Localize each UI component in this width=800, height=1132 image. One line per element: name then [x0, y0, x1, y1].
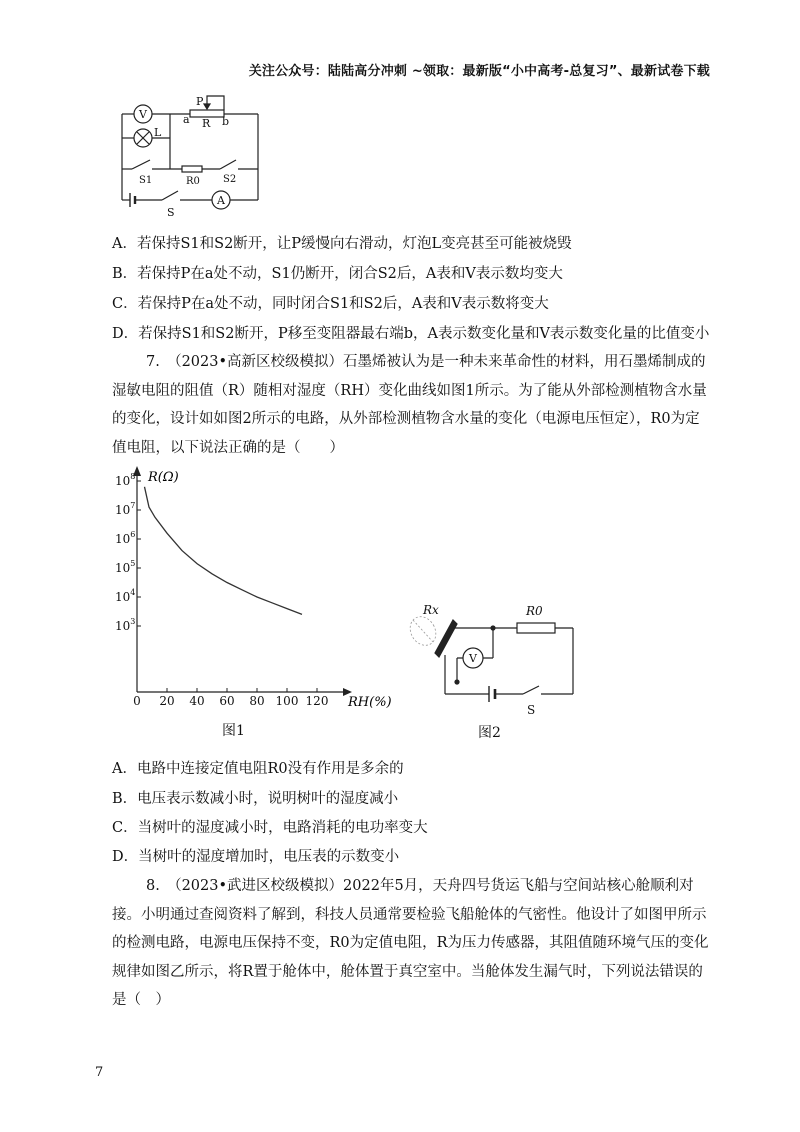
- switch-s-label: S: [167, 206, 175, 219]
- q6-option-d: D．若保持S1和S2断开，P移至变阻器最右端b，A表示数变化量和V表示数变化量的比值变小: [112, 326, 710, 342]
- rheostat-label: R: [202, 117, 211, 130]
- q8-stem: 8. （2023•武进区校级模拟）2022年5月，天舟四号货运飞船与空间站核心舱顺利对接。小明通过查阅资料了解到，科技人员通常要检验飞船舱体的气密性。他设计了如图甲所示的检测电路，电源电压保持不变，R0为定值电阻，R为压力传感器，其阻值随环境气压的变化规律如图乙所示，将R置于舱体中，舱体置于真空室中。当舱体发生漏气时，下列说法错误的是（ ）: [112, 878, 709, 1008]
- q7-option-c: C．当树叶的湿度减小时，电路消耗的电功率变大: [112, 820, 428, 836]
- ammeter-label: A: [217, 194, 225, 207]
- x-tick-label: 40: [189, 694, 205, 708]
- switch-s1-label: S1: [139, 175, 153, 186]
- slider-label: P: [196, 95, 204, 108]
- page-header: 关注公众号：陆陆高分冲刺 ~领取：最新版“小中高考-总复习”、最新试卷下载: [248, 64, 710, 79]
- page-number: 7: [95, 1065, 104, 1080]
- q6-option-b: B．若保持P在a处不动，S1仍断开，闭合S2后，A表和V表示数均变大: [112, 266, 563, 282]
- r0-label: R0: [186, 176, 200, 187]
- figure2-circuit: [405, 598, 585, 720]
- r0-resistor: [517, 623, 555, 633]
- x-tick-label: 80: [249, 694, 265, 708]
- q6-option-c: C．若保持P在a处不动，同时闭合S1和S2后，A表和V表示数将变大: [112, 296, 549, 312]
- r0-label: R0: [526, 604, 543, 618]
- q7-option-a: A．电路中连接定值电阻R0没有作用是多余的: [112, 761, 404, 777]
- switch-label: S: [527, 703, 536, 717]
- switch-s2-label: S2: [223, 174, 237, 185]
- q7-option-d: D．当树叶的湿度增加时，电压表的示数变小: [112, 849, 400, 865]
- x-tick-label: 60: [219, 694, 235, 708]
- y-axis-label: R(Ω): [148, 470, 179, 485]
- x-tick-label: 0: [133, 694, 141, 708]
- y-tick-label: $10^6$: [115, 530, 136, 546]
- x-axis-label: RH(%): [348, 695, 392, 710]
- rx-sensor: [435, 620, 457, 657]
- x-tick-label: 120: [305, 694, 329, 708]
- q7-stem: 7. （2023•高新区校级模拟）石墨烯被认为是一种未来革命性的材料，用石墨烯制成的湿敏电阻的阻值（R）随相对湿度（RH）变化曲线如图1所示。为了能从外部检测植物含水量的变化，设计如如图2所示的电路，从外部检测植物含水量的变化（电源电压恒定），R0为定值电阻，以下说法正确的是（ ）: [112, 354, 707, 456]
- y-tick-label: $10^4$: [115, 588, 136, 604]
- voltmeter-label: V: [469, 652, 477, 665]
- y-tick-label: $10^8$: [115, 472, 136, 488]
- leaf-sketch: [405, 612, 441, 650]
- figure2-caption: 图2: [478, 725, 501, 741]
- x-tick-label: 20: [159, 694, 175, 708]
- circuit-diagram-q6: [110, 92, 270, 220]
- figure1-caption: 图1: [222, 723, 245, 739]
- voltmeter-label: V: [139, 108, 147, 121]
- figure1-chart: [100, 462, 400, 710]
- y-tick-label: $10^3$: [115, 617, 136, 633]
- q7-option-b: B．电压表示数减小时，说明树叶的湿度减小: [112, 791, 399, 807]
- q6-option-a: A．若保持S1和S2断开，让P缓慢向右滑动，灯泡L变亮甚至可能被烧毁: [112, 236, 572, 252]
- resistance-curve: [145, 487, 303, 615]
- lamp-label: L: [154, 126, 162, 139]
- rx-label: Rx: [423, 603, 439, 617]
- x-tick-label: 100: [275, 694, 299, 708]
- y-tick-label: $10^7$: [115, 501, 136, 517]
- end-a-label: a: [183, 113, 190, 126]
- y-tick-label: $10^5$: [115, 559, 136, 575]
- end-b-label: b: [222, 115, 230, 128]
